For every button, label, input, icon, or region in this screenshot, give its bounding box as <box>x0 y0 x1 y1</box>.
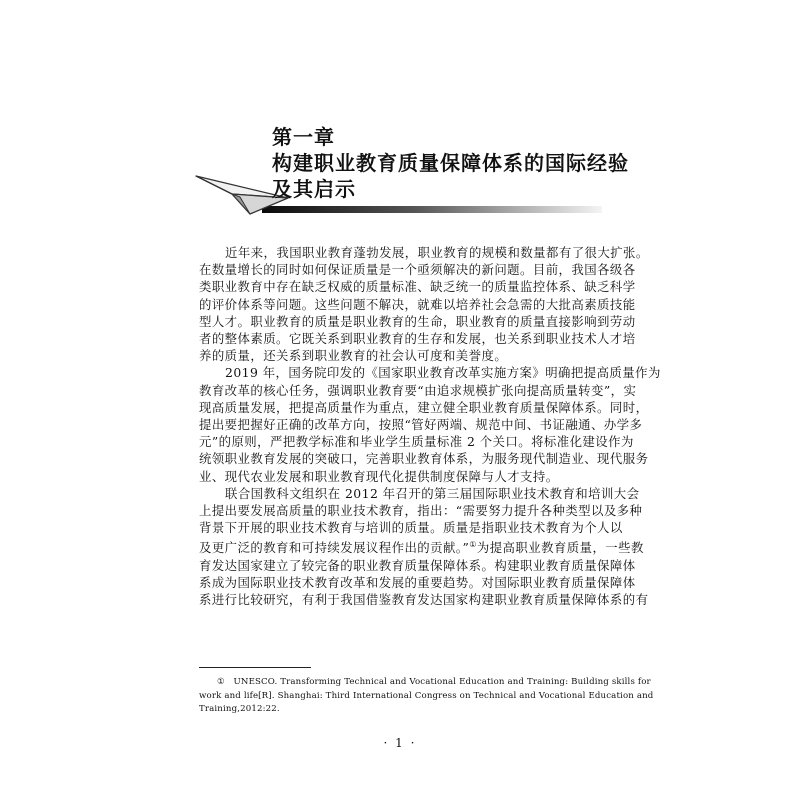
footnote-line: work and life[R]. Shanghai: Third International Congress on Technical and Vocational Education and <box>199 690 654 701</box>
chapter-header <box>0 0 800 230</box>
footnote-marker: ① <box>217 677 225 687</box>
chapter-title-line-2: 及其启示 <box>272 177 356 201</box>
page-number: · 1 · <box>383 736 417 750</box>
text-line: 育发达国家建立了较完备的职业教育质量保障体系。构建职业教育质量保障体 <box>199 557 636 573</box>
text-line: 统领职业教育发展的突破口，完善职业教育体系，为服务现代制造业、现代服务 <box>199 451 649 467</box>
text-line: 系进行比较研究，有利于我国借鉴教育发达国家构建职业教育质量保障体系的有 <box>199 592 649 608</box>
chapter-title <box>272 124 629 202</box>
text-line: 教育改革的核心任务，强调职业教育要“由追求规模扩张向提高质量转变”，实 <box>199 382 637 398</box>
text-line: 上提出要发展高质量的职业技术教育，指出：“需要努力提升各种类型以及多种 <box>199 503 643 519</box>
text-line: 联合国教科文组织在 2012 年召开的第三届国际职业技术教育和培训大会 <box>225 485 640 501</box>
text-line: 提出要把握好正确的改革方向，按照“管好两端、规范中间、书证融通、办学多 <box>199 417 643 433</box>
text-line: 类职业教育中存在缺乏权威的质量标准、缺乏统一的质量监控体系、缺乏科学 <box>199 279 636 295</box>
paragraph-1 <box>199 244 649 364</box>
footnote-divider <box>199 667 311 668</box>
text-line: 元”的原则，严把教学标准和毕业学生质量标准 2 个关口。将标准化建设作为 <box>199 434 634 450</box>
text-line: 养的质量，还关系到职业教育的社会认可度和美誉度。 <box>199 348 508 364</box>
text-fragment: 及更广泛的教育和可持续发展议程作出的贡献。” <box>199 540 470 556</box>
text-line <box>199 536 644 556</box>
footnote-line <box>199 676 651 690</box>
text-line: 的评价体系等问题。这些问题不解决，就难以培养社会急需的大批高素质技能 <box>199 296 636 312</box>
footnote-line: Training,2012:22. <box>199 704 280 714</box>
footnote-reference[interactable]: ① <box>469 540 477 550</box>
footnote <box>199 676 654 717</box>
text-line: 者的整体素质。它既关系到职业教育的生存和发展，也关系到职业技术人才培 <box>199 331 636 347</box>
chapter-title-line-1: 构建职业教育质量保障体系的国际经验 <box>272 151 629 175</box>
chapter-number: 第一章 <box>272 125 335 149</box>
body-text <box>199 244 661 608</box>
text-line: 2019 年，国务院印发的《国家职业教育改革实施方案》明确把提高质量作为 <box>225 365 661 381</box>
text-line: 在数量增长的同时如何保证质量是一个亟须解决的新问题。目前，我国各级各 <box>199 262 636 278</box>
text-line: 型人才。职业教育的质量是职业教育的生命，职业教育的质量直接影响到劳动 <box>199 313 636 329</box>
text-fragment: 为提高职业教育质量，一些教 <box>476 540 644 556</box>
text-line: 现高质量发展，把提高质量作为重点，建立健全职业教育质量保障体系。同时， <box>199 399 649 415</box>
paragraph-3 <box>199 485 649 609</box>
paragraph-2 <box>199 364 661 484</box>
text-line: 系成为国际职业技术教育改革和发展的重要趋势。对国际职业教育质量保障体 <box>199 574 636 590</box>
footnote-text: UNESCO. Transforming Technical and Vocational Education and Training: Building skills for <box>233 677 651 687</box>
text-line: 业、现代农业发展和职业教育现代化提供制度保障与人才支持。 <box>199 468 559 484</box>
text-line: 近年来，我国职业教育蓬勃发展，职业教育的规模和数量都有了很大扩张。 <box>225 245 649 260</box>
title-underline-band <box>262 206 602 213</box>
text-line: 背景下开展的职业技术教育与培训的质量。质量是指职业技术教育为个人以 <box>199 520 623 536</box>
